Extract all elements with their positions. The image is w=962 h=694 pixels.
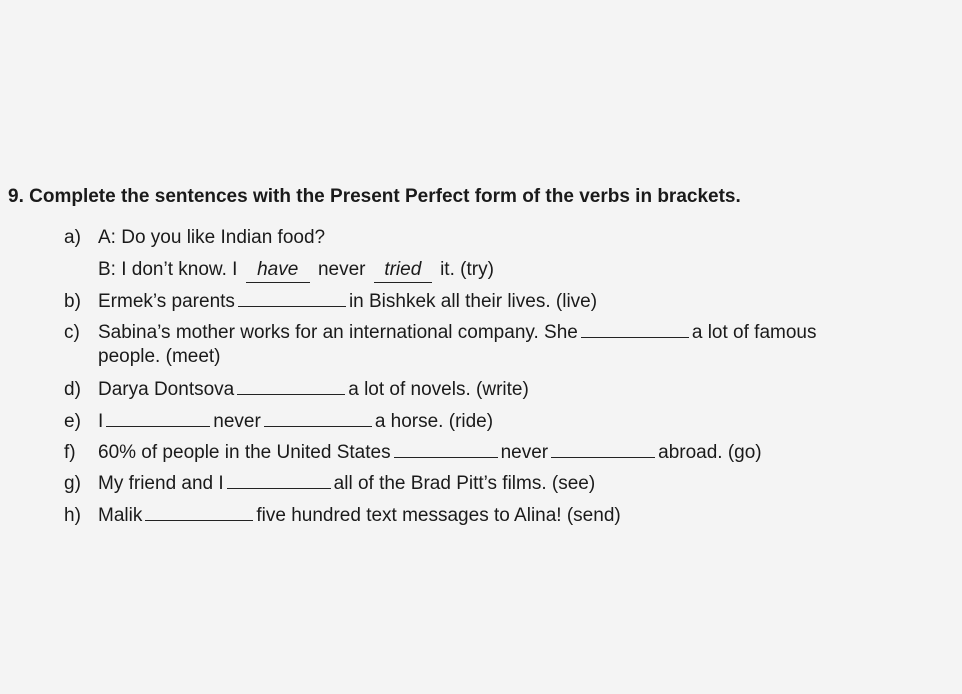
item-text: Malik bbox=[98, 505, 143, 526]
answer-blank[interactable] bbox=[106, 409, 210, 427]
item-letter: d) bbox=[64, 379, 81, 400]
item-text: never bbox=[213, 411, 261, 432]
item-a-line2 bbox=[98, 258, 494, 283]
item-text: Ermek’s parents bbox=[98, 291, 235, 312]
item-letter: f) bbox=[64, 442, 76, 463]
item-text: never bbox=[317, 259, 366, 280]
answer-blank[interactable] bbox=[238, 289, 346, 307]
item-letter: h) bbox=[64, 505, 81, 526]
answer-blank[interactable] bbox=[551, 440, 655, 458]
item-text: Darya Dontsova bbox=[98, 379, 235, 400]
item-g bbox=[64, 471, 595, 496]
item-text: people. (meet) bbox=[98, 346, 221, 367]
item-c bbox=[64, 320, 816, 345]
item-letter: g) bbox=[64, 473, 81, 494]
item-a-line1 bbox=[64, 226, 325, 250]
item-letter: c) bbox=[64, 322, 80, 343]
item-text: never bbox=[500, 442, 549, 463]
item-letter: b) bbox=[64, 291, 81, 312]
item-text: in Bishkek all their lives. (live) bbox=[348, 291, 598, 312]
item-text: it. (try) bbox=[440, 259, 494, 280]
answer-blank[interactable] bbox=[264, 409, 372, 427]
item-b bbox=[64, 289, 597, 314]
answer-blank[interactable] bbox=[145, 503, 253, 521]
item-f bbox=[64, 440, 762, 465]
item-text: all of the Brad Pitt’s films. (see) bbox=[333, 473, 596, 494]
answer-have: have bbox=[246, 258, 310, 283]
item-letter: e) bbox=[64, 411, 81, 432]
item-d bbox=[64, 377, 529, 402]
item-text: B: I don’t know. I bbox=[98, 259, 238, 280]
item-text: 60% of people in the United States bbox=[98, 442, 391, 463]
answer-blank[interactable] bbox=[581, 320, 689, 338]
item-letter: a) bbox=[64, 227, 81, 248]
item-text: five hundred text messages to Alina! (send) bbox=[256, 505, 621, 526]
item-text: Sabina’s mother works for an international company. She bbox=[98, 322, 578, 343]
item-text: a horse. (ride) bbox=[374, 411, 494, 432]
exercise-title: 9. Complete the sentences with the Present Perfect form of the verbs in brackets. bbox=[8, 186, 741, 207]
answer-blank[interactable] bbox=[227, 471, 331, 489]
item-h bbox=[64, 503, 621, 528]
answer-blank[interactable] bbox=[237, 377, 345, 395]
item-text: a lot of famous bbox=[691, 322, 817, 343]
answer-blank[interactable] bbox=[394, 440, 498, 458]
item-text: My friend and I bbox=[98, 473, 224, 494]
item-text: I bbox=[98, 411, 104, 432]
item-text: a lot of novels. (write) bbox=[348, 379, 529, 400]
item-e bbox=[64, 409, 493, 434]
answer-tried: tried bbox=[374, 258, 432, 283]
item-c-cont bbox=[98, 345, 221, 369]
item-text: abroad. (go) bbox=[658, 442, 762, 463]
item-text: A: Do you like Indian food? bbox=[98, 227, 326, 248]
